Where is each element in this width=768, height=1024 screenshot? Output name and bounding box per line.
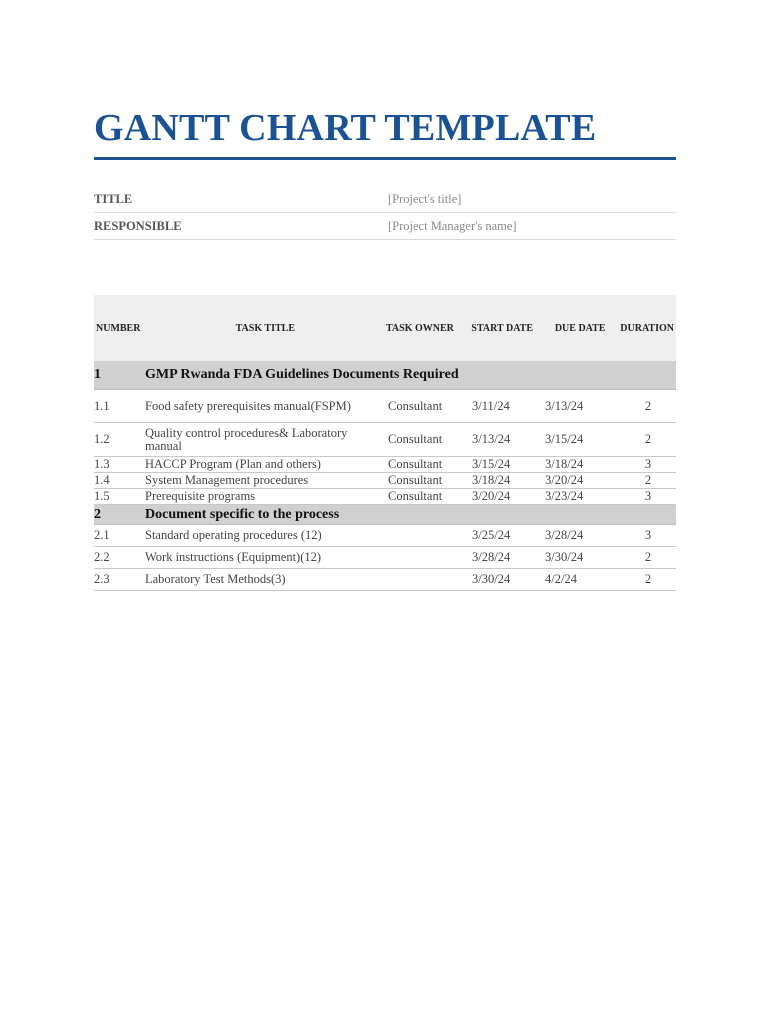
table-row[interactable] [94,473,676,489]
header-task-title: TASK TITLE [235,322,296,334]
table-row[interactable] [94,525,676,547]
responsible-row [94,213,676,240]
header-task-owner: TASK OWNER [385,322,454,334]
task-owner: Consultant [388,398,443,413]
page-title: GANTT CHART TEMPLATE [94,107,597,149]
task-due-date: 3/28/24 [545,528,584,542]
title-row [94,186,676,213]
task-duration: 2 [644,398,652,413]
title-divider [94,157,676,160]
task-number: 1.1 [94,398,110,413]
task-title: Quality control procedures& Laboratory manual [145,425,348,453]
table-header [94,295,676,361]
table-row[interactable] [94,457,676,473]
task-title: Prerequisite programs [145,489,256,503]
task-owner: Consultant [388,432,443,446]
header-number: NUMBER [96,322,141,334]
task-due-date: 3/30/24 [545,550,584,564]
task-due-date: 3/20/24 [545,473,584,487]
task-duration: 2 [644,473,652,487]
task-title: System Management procedures [145,473,309,487]
task-number: 1.4 [94,473,110,487]
table-row[interactable] [94,489,676,505]
task-number: 1.5 [94,489,110,503]
section-row [94,361,676,390]
task-start-date: 3/13/24 [472,432,511,446]
task-due-date: 4/2/24 [545,572,577,586]
task-duration: 2 [644,432,652,446]
project-title-field[interactable]: [Project's title] [388,191,462,206]
task-number: 1.3 [94,457,110,471]
task-duration: 2 [644,550,652,564]
task-number: 2.3 [94,572,110,586]
task-due-date: 3/23/24 [545,489,584,503]
task-owner: Consultant [388,473,443,487]
table-row[interactable] [94,547,676,569]
project-info [94,186,676,240]
section-number: 1 [94,367,101,382]
task-title: Standard operating procedures (12) [145,528,322,542]
task-owner: Consultant [388,489,443,503]
gantt-table [94,295,676,591]
section-row [94,505,676,525]
section-title: Document specific to the process [145,506,340,522]
task-start-date: 3/15/24 [472,457,511,471]
task-title: HACCP Program (Plan and others) [145,457,321,471]
table-row[interactable] [94,423,676,457]
task-due-date: 3/15/24 [545,432,584,446]
table-row[interactable] [94,569,676,591]
header-due-date: DUE DATE [554,322,606,334]
task-start-date: 3/28/24 [472,550,511,564]
title-label: TITLE [94,191,133,206]
task-start-date: 3/11/24 [472,398,510,413]
responsible-label: RESPONSIBLE [94,218,182,233]
task-due-date: 3/18/24 [545,457,584,471]
project-manager-field[interactable]: [Project Manager's name] [388,218,517,233]
task-duration: 3 [644,528,652,542]
task-number: 1.2 [94,432,110,446]
task-owner: Consultant [388,457,443,471]
task-duration: 3 [644,457,652,471]
task-start-date: 3/18/24 [472,473,511,487]
table-row[interactable] [94,390,676,423]
task-number: 2.2 [94,550,110,564]
task-duration: 3 [644,489,652,503]
task-start-date: 3/25/24 [472,528,511,542]
task-title: Work instructions (Equipment)(12) [145,550,322,564]
task-title: Laboratory Test Methods(3) [145,572,286,586]
task-start-date: 3/20/24 [472,489,511,503]
header-duration: DURATION [620,322,674,334]
task-title: Food safety prerequisites manual(FSPM) [145,398,351,413]
task-start-date: 3/30/24 [472,572,511,586]
task-duration: 2 [644,572,652,586]
header-start-date: START DATE [471,322,534,334]
task-due-date: 3/13/24 [545,398,584,413]
section-title: GMP Rwanda FDA Guidelines Documents Required [145,367,459,382]
section-number: 2 [94,506,101,522]
task-number: 2.1 [94,528,110,542]
